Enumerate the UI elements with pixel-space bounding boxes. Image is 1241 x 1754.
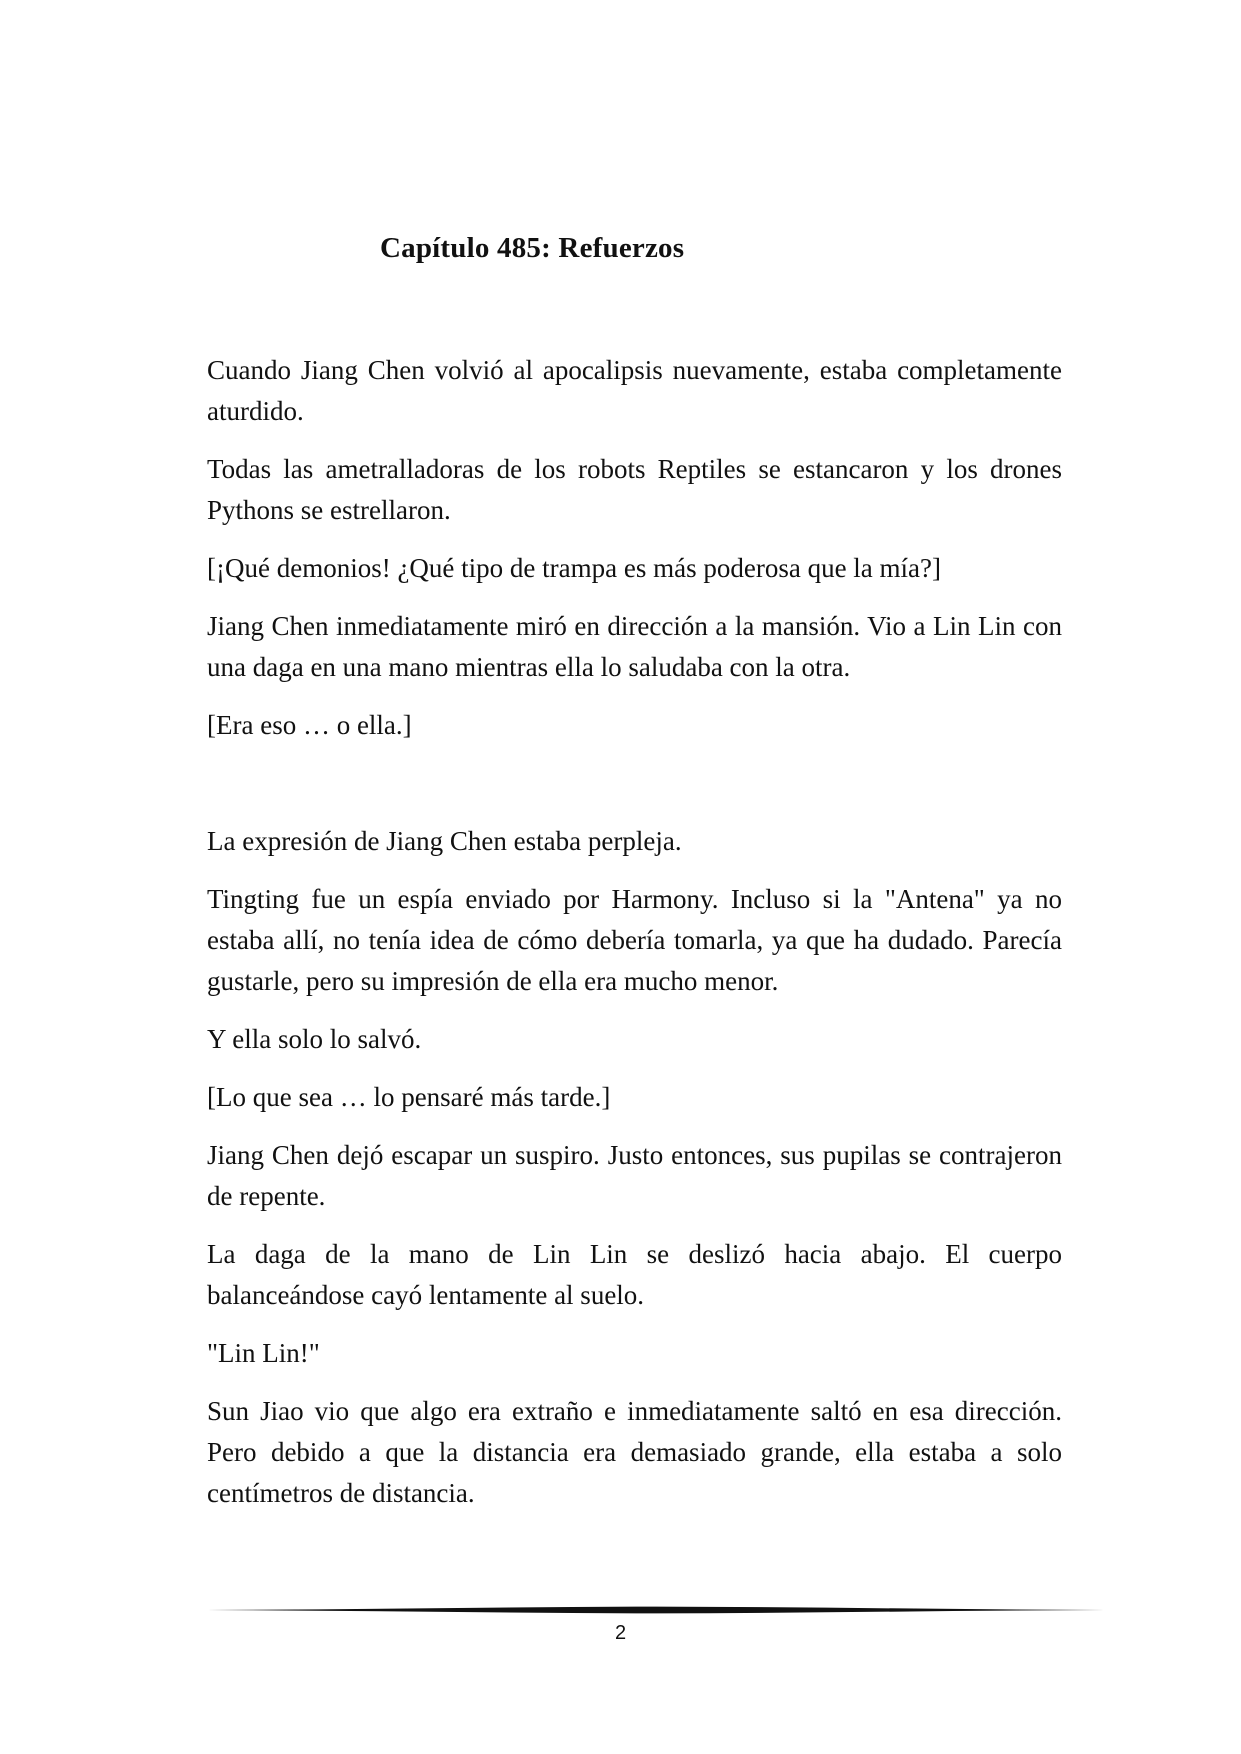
paragraph: [Era eso … o ella.] [207,710,412,740]
paragraph: La expresión de Jiang Chen estaba perpleja. [207,826,682,856]
paragraph: Cuando Jiang Chen volvió al apocalipsis nuevamente, estaba completamente aturdido. [207,355,1062,426]
paragraph: Jiang Chen inmediatamente miró en dirección a la mansión. Vio a Lin Lin con una daga en una mano mientras ella lo saludaba con la otra. [207,611,1062,682]
paragraph: [Lo que sea … lo pensaré más tarde.] [207,1082,611,1112]
paragraph: "Lin Lin!" [207,1338,320,1368]
footer-divider [207,1604,1105,1616]
paragraph: La daga de la mano de Lin Lin se deslizó hacia abajo. El cuerpo balanceándose cayó lentamente al suelo. [207,1239,1062,1310]
paragraph: Sun Jiao vio que algo era extraño e inmediatamente saltó en esa dirección. Pero debido a que la distancia era demasiado grande, ella estaba a solo centímetros de distancia. [207,1396,1062,1508]
chapter-body [207,350,1062,1531]
paragraph: Todas las ametralladoras de los robots Reptiles se estancaron y los drones Pythons se estrellaron. [207,454,1062,525]
paragraph: Jiang Chen dejó escapar un suspiro. Justo entonces, sus pupilas se contrajeron de repente. [207,1140,1062,1211]
paragraph: Y ella solo lo salvó. [207,1024,422,1054]
chapter-title: Capítulo 485: Refuerzos [380,232,685,264]
page-number: 2 [614,1622,627,1644]
paragraph: Tingting fue un espía enviado por Harmony. Incluso si la "Antena" ya no estaba allí, no tenía idea de cómo debería tomarla, ya que ha dudado. Parecía gustarle, pero su impresión de ella era mucho menor. [207,884,1062,996]
paragraph: [¡Qué demonios! ¿Qué tipo de trampa es más poderosa que la mía?] [207,553,941,583]
